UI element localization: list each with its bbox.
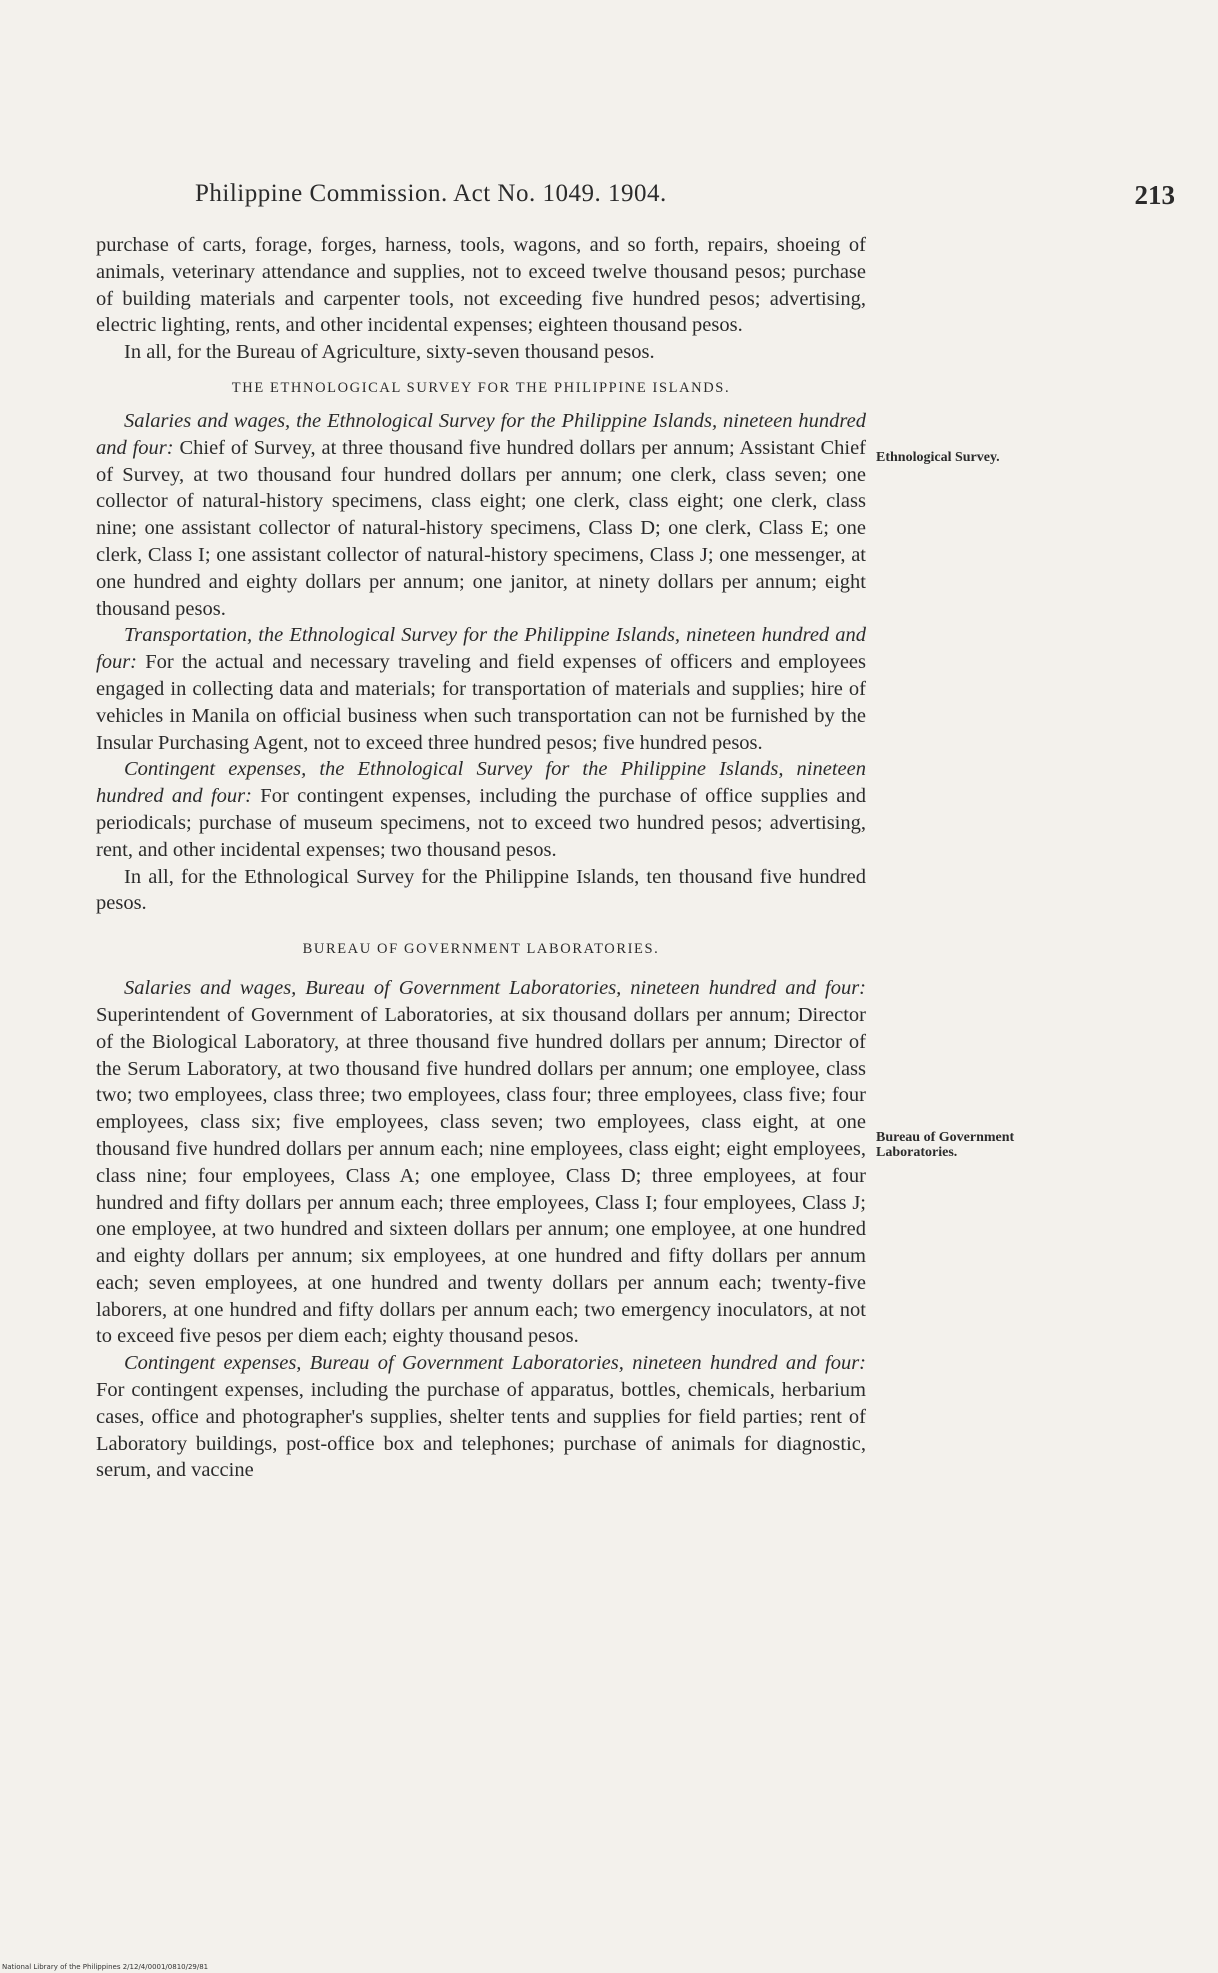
ethnological-heading: THE ETHNOLOGICAL SURVEY FOR THE PHILIPPINE ISLANDS.	[231, 379, 731, 396]
margin-note-ethnological: Ethnological Survey.	[876, 450, 1000, 465]
ethnological-salaries-text: Chief of Survey, at three thousand five hundred dollars per annum; Assistant Chief of Survey, at two thousand four hundred dollars per annum; one clerk, class seven; one collector of natural-history specimens, class eight; one clerk, class eight; one clerk, class nine; one assistant collector of natural-history specimens, Class D; one clerk, Class E; one clerk, Class I; one assistant collector of natural-history specimens, Class J; one messenger, at one hundred and eighty dollars per annum; one janitor, at ninety dollars per annum; eight thousand pesos.	[96, 436, 867, 620]
running-head: Philippine Commission. Act No. 1049. 1904.	[195, 180, 667, 207]
footer-text: National Library of the Philippines 2/12/4/0001/0810/29/81	[2, 1963, 209, 1971]
laboratories-contingent-paragraph	[96, 1350, 866, 1484]
page-number: 213	[1134, 180, 1175, 210]
laboratories-contingent-title: Contingent expenses, Bureau of Government Laboratories, nineteen hundred and four:	[124, 1352, 866, 1375]
laboratories-salaries-title: Salaries and wages, Bureau of Government Laboratories, nineteen hundred and four:	[124, 977, 866, 1000]
laboratories-contingent-text: For contingent expenses, including the purchase of apparatus, bottles, chemicals, herbarium cases, office and photographer's supplies, shelter tents and supplies for field parties; rent of Laboratory buildings, post-office box and telephones; purchase of animals for diagnostic, serum, and vaccine	[96, 1379, 866, 1482]
page-header	[195, 180, 1185, 220]
laboratories-salaries-paragraph	[96, 975, 866, 1350]
ethnological-total: In all, for the Ethnological Survey for the Philippine Islands, ten thousand five hundred pesos.	[96, 865, 866, 915]
ethnological-contingent-text: For contingent expenses, including the purchase of office supplies and periodicals; purchase of museum specimens, not to exceed two hundred pesos; advertising, rent, and other incidental expenses; two thousand pesos.	[96, 785, 866, 861]
main-text	[96, 232, 866, 1484]
margin-note-laboratories: Bureau of Government Laboratories.	[876, 1130, 1015, 1160]
ethnological-transportation-text: For the actual and necessary traveling and field expenses of officers and employees engaged in collecting data and materials; for transportation of materials and supplies; hire of vehicles in Manila on official business when such transportation can not be furnished by the Insular Purchasing Agent, not to exceed three hundred pesos; five hundred pesos.	[96, 651, 866, 754]
ethnological-salaries-paragraph	[96, 408, 866, 622]
ethnological-transportation-title: Transportation, the Ethnological Survey for the Philippine Islands, nineteen hundred and four:	[96, 624, 866, 674]
agriculture-total: In all, for the Bureau of Agriculture, sixty-seven thousand pesos.	[124, 341, 655, 364]
ethnological-contingent-paragraph	[96, 756, 866, 863]
laboratories-salaries-text: Superintendent of Government of Laboratories, at six thousand dollars per annum; Director of the Biological Laboratory, at three thousand five hundred dollars per annum; Director of the Serum Laboratory, at two thousand five hundred dollars per annum; one employee, class two; two employees, class three; two employees, class four; three employees, class five; four employees, class six; five employees, class seven; two employees, class eight, at one thousand five hundred dollars per annum each; nine employees, class eight; eight employees, class nine; four employees, Class A; one employee, Class D; three employees, at four hundred and fifty dollars per annum each; three employees, Class I; four employees, Class J; one employee, at two hundred and sixteen dollars per annum; one employee, at one hundred and eighty dollars per annum; six employees, at one hundred and fifty dollars per annum each; seven employees, at one hundred and twenty dollars per annum each; twenty-five laborers, at one hundred and fifty dollars per annum each; two emergency inoculators, at not to exceed five pesos per diem each; eighty thousand pesos.	[96, 1003, 866, 1348]
laboratories-heading: BUREAU OF GOVERNMENT LABORATORIES.	[302, 941, 660, 958]
ethnological-contingent-title: Contingent expenses, the Ethnological Survey for the Philippine Islands, nineteen hundred and four:	[96, 758, 866, 808]
continuation-paragraph: purchase of carts, forage, forges, harness, tools, wagons, and so forth, repairs, shoeing of animals, veterinary attendance and supplies, not to exceed twelve thousand pesos; purchase of building materials and carpenter tools, not exceeding five hundred pesos; advertising, electric lighting, rents, and other incidental expenses; eighteen thousand pesos.	[96, 234, 866, 337]
ethnological-transportation-paragraph	[96, 622, 866, 756]
ethnological-salaries-title: Salaries and wages, the Ethnological Survey for the Philippine Islands, nineteen hundred and four:	[96, 409, 866, 459]
